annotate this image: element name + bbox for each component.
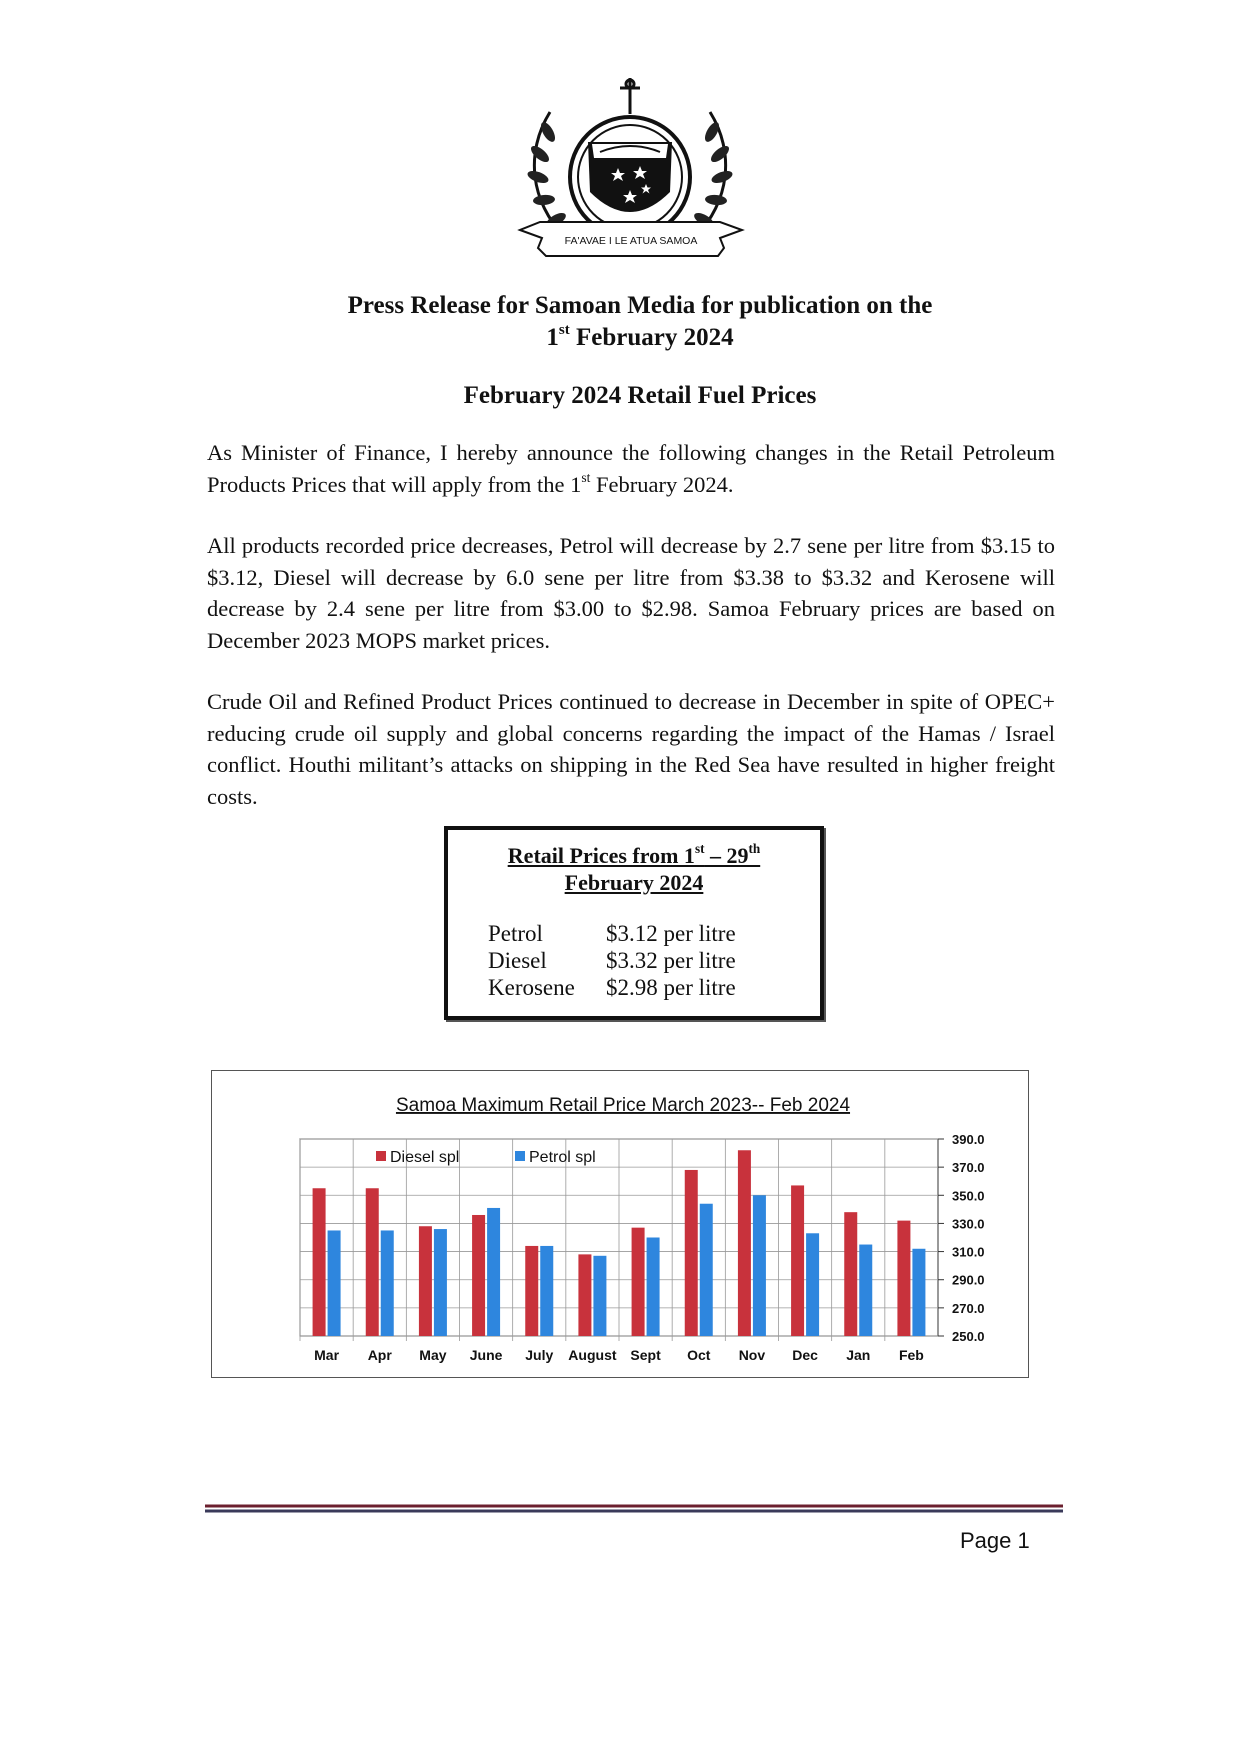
bar-diesel bbox=[578, 1254, 591, 1336]
bar-diesel bbox=[685, 1170, 698, 1336]
y-tick-label: 350.0 bbox=[952, 1188, 985, 1204]
legend-swatch bbox=[515, 1151, 525, 1161]
retail-prices-table bbox=[488, 920, 736, 1001]
paragraph-market-context: Crude Oil and Refined Product Prices continued to decrease in December in spite of OPEC+ reducing crude oil supply and global concerns regarding the impact of the Hamas / Israel conflict. Houthi militant’s attacks on shipping in the Red Sea have resulted in higher freight costs. bbox=[207, 689, 1055, 809]
y-tick-label: 250.0 bbox=[952, 1329, 985, 1344]
product-price: $2.98 per litre bbox=[606, 975, 736, 1000]
x-tick-label: Nov bbox=[738, 1347, 766, 1363]
bar-petrol bbox=[381, 1230, 394, 1336]
x-tick-label: Jan bbox=[846, 1347, 871, 1363]
x-tick-label: Feb bbox=[898, 1347, 924, 1363]
bar-petrol bbox=[912, 1249, 925, 1336]
x-tick-label: Mar bbox=[314, 1347, 340, 1363]
x-tick-label: Apr bbox=[367, 1347, 392, 1363]
svg-text:FA'AVAE I LE ATUA SAMOA: FA'AVAE I LE ATUA SAMOA bbox=[564, 235, 698, 247]
x-tick-label: Oct bbox=[687, 1347, 711, 1363]
y-tick-label: 390.0 bbox=[952, 1132, 985, 1147]
bar-diesel bbox=[419, 1226, 432, 1336]
x-tick-label: Dec bbox=[792, 1347, 818, 1363]
bar-petrol bbox=[593, 1256, 606, 1336]
product-price: $3.32 per litre bbox=[606, 948, 736, 973]
bar-petrol bbox=[700, 1204, 713, 1336]
price-row bbox=[488, 920, 736, 947]
x-tick-label: May bbox=[419, 1347, 447, 1363]
bar-petrol bbox=[434, 1229, 447, 1336]
x-tick-label: August bbox=[568, 1347, 617, 1363]
retail-price-chart bbox=[211, 1070, 1029, 1378]
bar-petrol bbox=[753, 1195, 766, 1336]
bar-diesel bbox=[632, 1228, 645, 1336]
press-release-subtitle: February 2024 Retail Fuel Prices bbox=[463, 382, 817, 409]
legend-swatch bbox=[376, 1151, 386, 1161]
bar-diesel bbox=[472, 1215, 485, 1336]
x-tick-label: July bbox=[525, 1347, 554, 1363]
chart-title: Samoa Maximum Retail Price March 2023-- Feb 2024 bbox=[395, 1095, 851, 1116]
bar-diesel bbox=[738, 1150, 751, 1336]
press-release-title bbox=[220, 290, 1060, 354]
price-row bbox=[488, 974, 736, 1001]
paragraph-announcement: As Minister of Finance, I hereby announce the following changes in the Retail Petroleum Products Prices that will apply from the 1st February 2024. bbox=[207, 440, 1055, 497]
y-tick-label: 290.0 bbox=[952, 1272, 985, 1288]
legend-label: Diesel spl bbox=[390, 1149, 460, 1166]
bar-petrol bbox=[540, 1246, 553, 1336]
title-date: 1st February 2024 bbox=[546, 322, 734, 351]
y-tick-label: 330.0 bbox=[952, 1216, 985, 1232]
product-name: Petrol bbox=[488, 921, 543, 946]
y-tick-label: 310.0 bbox=[952, 1244, 985, 1260]
y-tick-label: 370.0 bbox=[952, 1160, 985, 1176]
bar-diesel bbox=[525, 1246, 538, 1336]
bar-petrol bbox=[859, 1245, 872, 1336]
coat-of-arms-emblem bbox=[510, 72, 750, 262]
bar-diesel bbox=[313, 1188, 326, 1336]
y-tick-label: 270.0 bbox=[952, 1300, 985, 1316]
price-row bbox=[488, 947, 736, 974]
paragraph-price-changes: All products recorded price decreases, Petrol will decrease by 2.7 sene per litre from $3.15 to $3.12, Diesel will decrease by 6.0 sene per litre from $3.38 to $3.32 and Kerosene will decrease by 2.4 sene per litre from $3.00 to $2.98. Samoa February prices are based on December 2023 MOPS market prices. bbox=[207, 533, 1055, 653]
product-name: Diesel bbox=[488, 948, 547, 973]
product-price: $3.12 per litre bbox=[606, 921, 736, 946]
bar-diesel bbox=[844, 1212, 857, 1336]
page-number: Page 1 bbox=[960, 1528, 1030, 1553]
bar-diesel bbox=[791, 1185, 804, 1336]
bar-diesel bbox=[897, 1221, 910, 1336]
title-line-1: Press Release for Samoan Media for publication on the bbox=[347, 292, 933, 319]
footer-rule bbox=[205, 1504, 1063, 1514]
bar-petrol bbox=[328, 1230, 341, 1336]
bar-diesel bbox=[366, 1188, 379, 1336]
x-tick-label: June bbox=[469, 1347, 503, 1363]
retail-price-chart-svg bbox=[212, 1071, 1028, 1377]
retail-prices-box-title: Retail Prices from 1st – 29th February 2024 bbox=[507, 841, 761, 895]
bar-petrol bbox=[487, 1208, 500, 1336]
retail-prices-box bbox=[444, 826, 824, 1020]
bar-petrol bbox=[647, 1238, 660, 1337]
product-name: Kerosene bbox=[488, 975, 575, 1000]
x-tick-label: Sept bbox=[630, 1347, 661, 1363]
bar-petrol bbox=[806, 1233, 819, 1336]
legend-label: Petrol spl bbox=[529, 1149, 596, 1166]
